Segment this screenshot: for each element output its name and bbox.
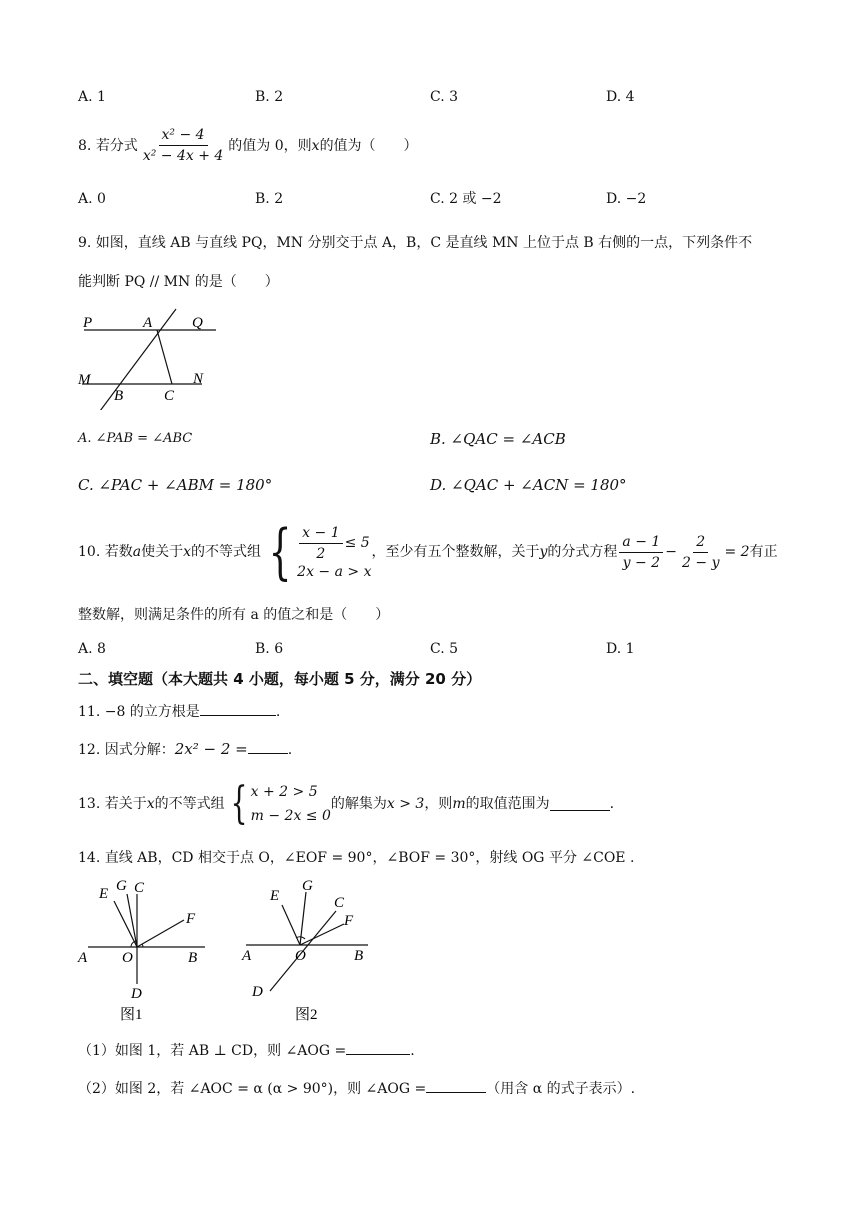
q10-eq-minus: −	[665, 544, 678, 560]
fig2-label-o: O	[295, 948, 306, 964]
q9-line2: 能判断 PQ // MN 的是（ ）	[78, 274, 279, 290]
q12-expression: 2x² − 2 =	[174, 740, 248, 758]
q10-ineq2: 2x − a > x	[297, 563, 372, 580]
q9-label-a: A	[143, 315, 153, 331]
q10-part3: 的不等式组	[190, 544, 261, 560]
q14-sub2-suffix: （用含 α 的式子表示）.	[486, 1081, 636, 1097]
fig2-label-a: A	[242, 948, 252, 964]
q10-line2: 整数解，则满足条件的所有 a 的值之和是（ ）	[78, 607, 390, 623]
q12-text: 12. 因式分解：	[78, 742, 175, 758]
fig1-label-g: G	[116, 878, 127, 894]
fig2-label-d: D	[252, 984, 263, 1000]
q10-eq-f1-denominator: y − 2	[622, 554, 661, 571]
q8-fraction-numerator: x² − 4	[159, 128, 208, 146]
q10-eq-fraction2	[679, 535, 722, 570]
q13-var-x: x	[146, 796, 155, 812]
q9-label-n: N	[193, 371, 204, 387]
q10-option-c: C. 5	[430, 641, 459, 657]
q7-option-c: C. 3	[430, 89, 459, 105]
q9-label-m: M	[78, 372, 91, 388]
q10-part5: 的分式方程	[547, 544, 618, 560]
q13-suffix: 的取值范围为	[465, 796, 550, 812]
q10-part1: 若数	[104, 544, 133, 560]
q8-fraction-denominator: x² − 4x + 4	[142, 148, 224, 164]
q14-sub1: （1）如图 1，若 AB ⊥ CD，则 ∠AOG = .	[78, 1043, 415, 1059]
q9-option-a: A. ∠PAB = ∠ABC	[78, 431, 193, 446]
q9-label-b: B	[114, 388, 124, 404]
q7-option-b: B. 2	[255, 89, 284, 105]
q9-option-c: C. ∠PAC + ∠ABM = 180°	[78, 476, 273, 494]
fig1-label-b: B	[188, 950, 198, 966]
fig2-label-e: E	[270, 888, 280, 904]
q10-option-a: A. 8	[78, 641, 106, 657]
q9-segment-ac	[157, 330, 172, 384]
q7-option-d: D. 4	[606, 89, 635, 105]
q13-mid2: 的解集为	[330, 796, 387, 812]
fig1-label-e: E	[99, 886, 109, 902]
q10-ineq1-numerator: x − 1	[299, 526, 342, 544]
q10-ineq1-relation: ≤ 5	[344, 535, 370, 551]
q10-part6: 有正	[749, 544, 778, 560]
q10-var-x: x	[183, 544, 191, 560]
q10-var-y: y	[539, 544, 548, 560]
q13-solution: x > 3	[386, 796, 425, 812]
q14-sub1-answer-blank[interactable]	[346, 1042, 410, 1055]
q13-mid3: ，则	[424, 796, 453, 812]
q14-sub2-answer-blank[interactable]	[426, 1080, 486, 1093]
q8-variable: x	[311, 137, 320, 154]
q10-part4: ，至少有五个整数解，关于	[371, 544, 540, 560]
q7-option-a: A. 1	[78, 89, 106, 105]
q13-ineq2: m − 2x ≤ 0	[250, 808, 331, 824]
q11-answer-blank[interactable]	[200, 703, 276, 716]
fig2-ray-oe	[282, 905, 300, 945]
fig2-label-f: F	[344, 913, 354, 929]
q13-question: 13. 若关于 x 的不等式组 { x + 2 > 5 m − 2x ≤ 0 的解集为 x > 3 ，则 m 的取值范围为 .	[78, 778, 615, 829]
fig2-label-b: B	[354, 948, 364, 964]
q13-answer-blank[interactable]	[550, 798, 610, 811]
q13-mid: 的不等式组	[154, 796, 225, 812]
q14-sub1-text: （1）如图 1，若 AB ⊥ CD，则 ∠AOG =	[78, 1043, 347, 1059]
q13-var-m: m	[452, 796, 466, 812]
q8-option-d: D. −2	[606, 191, 647, 207]
q10-number: 10.	[78, 544, 101, 560]
q10-ineq1-denominator: 2	[316, 545, 326, 562]
fig2-caption: 图2	[295, 1007, 318, 1023]
q9-figure	[76, 305, 226, 410]
fig2-label-c: C	[334, 895, 345, 911]
q10-eq-f1-numerator: a − 1	[619, 535, 663, 553]
q10-question	[78, 517, 778, 587]
q9-line1: 9. 如图，直线 AB 与直线 PQ，MN 分别交于点 A，B，C 是直线 MN 上位于点 B 右侧的一点，下列条件不	[78, 235, 753, 251]
fig1-label-a: A	[78, 950, 88, 966]
fig1-label-o: O	[122, 950, 133, 966]
fig1-label-c: C	[134, 880, 145, 896]
q8-option-c: C. 2 或 −2	[430, 191, 502, 207]
q8-option-a: A. 0	[78, 191, 106, 207]
q13-ineq1: x + 2 > 5	[250, 784, 318, 800]
q9-option-b: B. ∠QAC = ∠ACB	[430, 430, 566, 448]
q10-eq-f2-denominator: 2 − y	[682, 554, 720, 571]
section-2-heading: 二、填空题（本大题共 4 小题，每小题 5 分，满分 20 分）	[78, 670, 482, 688]
q12-answer-blank[interactable]	[248, 741, 288, 754]
q9-label-p: P	[83, 315, 93, 331]
fig1-ray-og	[127, 894, 137, 947]
q8-suffix: 的值为（ ）	[319, 137, 418, 154]
fig1-ray-of	[137, 920, 184, 947]
q11-question: 11. −8 的立方根是 .	[78, 704, 281, 720]
q10-eq-f2-numerator: 2	[693, 535, 708, 553]
q14-text: 14. 直线 AB，CD 相交于点 O，∠EOF = 90°，∠BOF = 30°，射线 OG 平分 ∠COE .	[78, 850, 635, 866]
q10-part2: 使关于	[141, 544, 184, 560]
q9-option-d: D. ∠QAC + ∠ACN = 180°	[430, 476, 627, 494]
q8-number: 8.	[78, 137, 92, 154]
fig2-label-g: G	[302, 878, 313, 894]
q10-option-b: B. 6	[255, 641, 284, 657]
q14-figure-1	[74, 874, 214, 1026]
q8-mid: 的值为 0，则	[228, 137, 312, 154]
q13-inequality-system: { x + 2 > 5 m − 2x ≤ 0	[230, 778, 331, 829]
q10-option-d: D. 1	[606, 641, 635, 657]
fig1-ray-oe	[114, 901, 137, 947]
q12-question: 12. 因式分解：2x² − 2 = .	[78, 740, 293, 758]
q10-var-a: a	[132, 544, 142, 560]
q10-ineq1-fraction	[299, 526, 342, 561]
q14-sub2-text: （2）如图 2，若 ∠AOC = α (α > 90°)，则 ∠AOG =	[78, 1081, 427, 1097]
q8-prefix: 若分式	[95, 137, 138, 154]
q14-sub2	[78, 1080, 635, 1096]
fig1-label-d: D	[131, 986, 142, 1002]
q13-prefix: 13. 若关于	[78, 796, 147, 812]
q8-fraction	[140, 128, 226, 163]
q10-eq-rhs: = 2	[724, 544, 750, 560]
q10-inequality-system: { $\frac{x - 1}{2}$ ≤ 5 2x − a > x	[268, 517, 372, 587]
fig1-caption: 图1	[120, 1007, 143, 1023]
q14-figure-2	[240, 874, 380, 1026]
q9-label-q: Q	[192, 315, 203, 331]
q8-option-b: B. 2	[255, 191, 284, 207]
q9-label-c: C	[164, 388, 175, 404]
q8-question	[78, 128, 418, 163]
q11-text: 11. −8 的立方根是	[78, 704, 200, 720]
fig1-label-f: F	[186, 911, 196, 927]
q10-eq-fraction1	[619, 535, 663, 570]
